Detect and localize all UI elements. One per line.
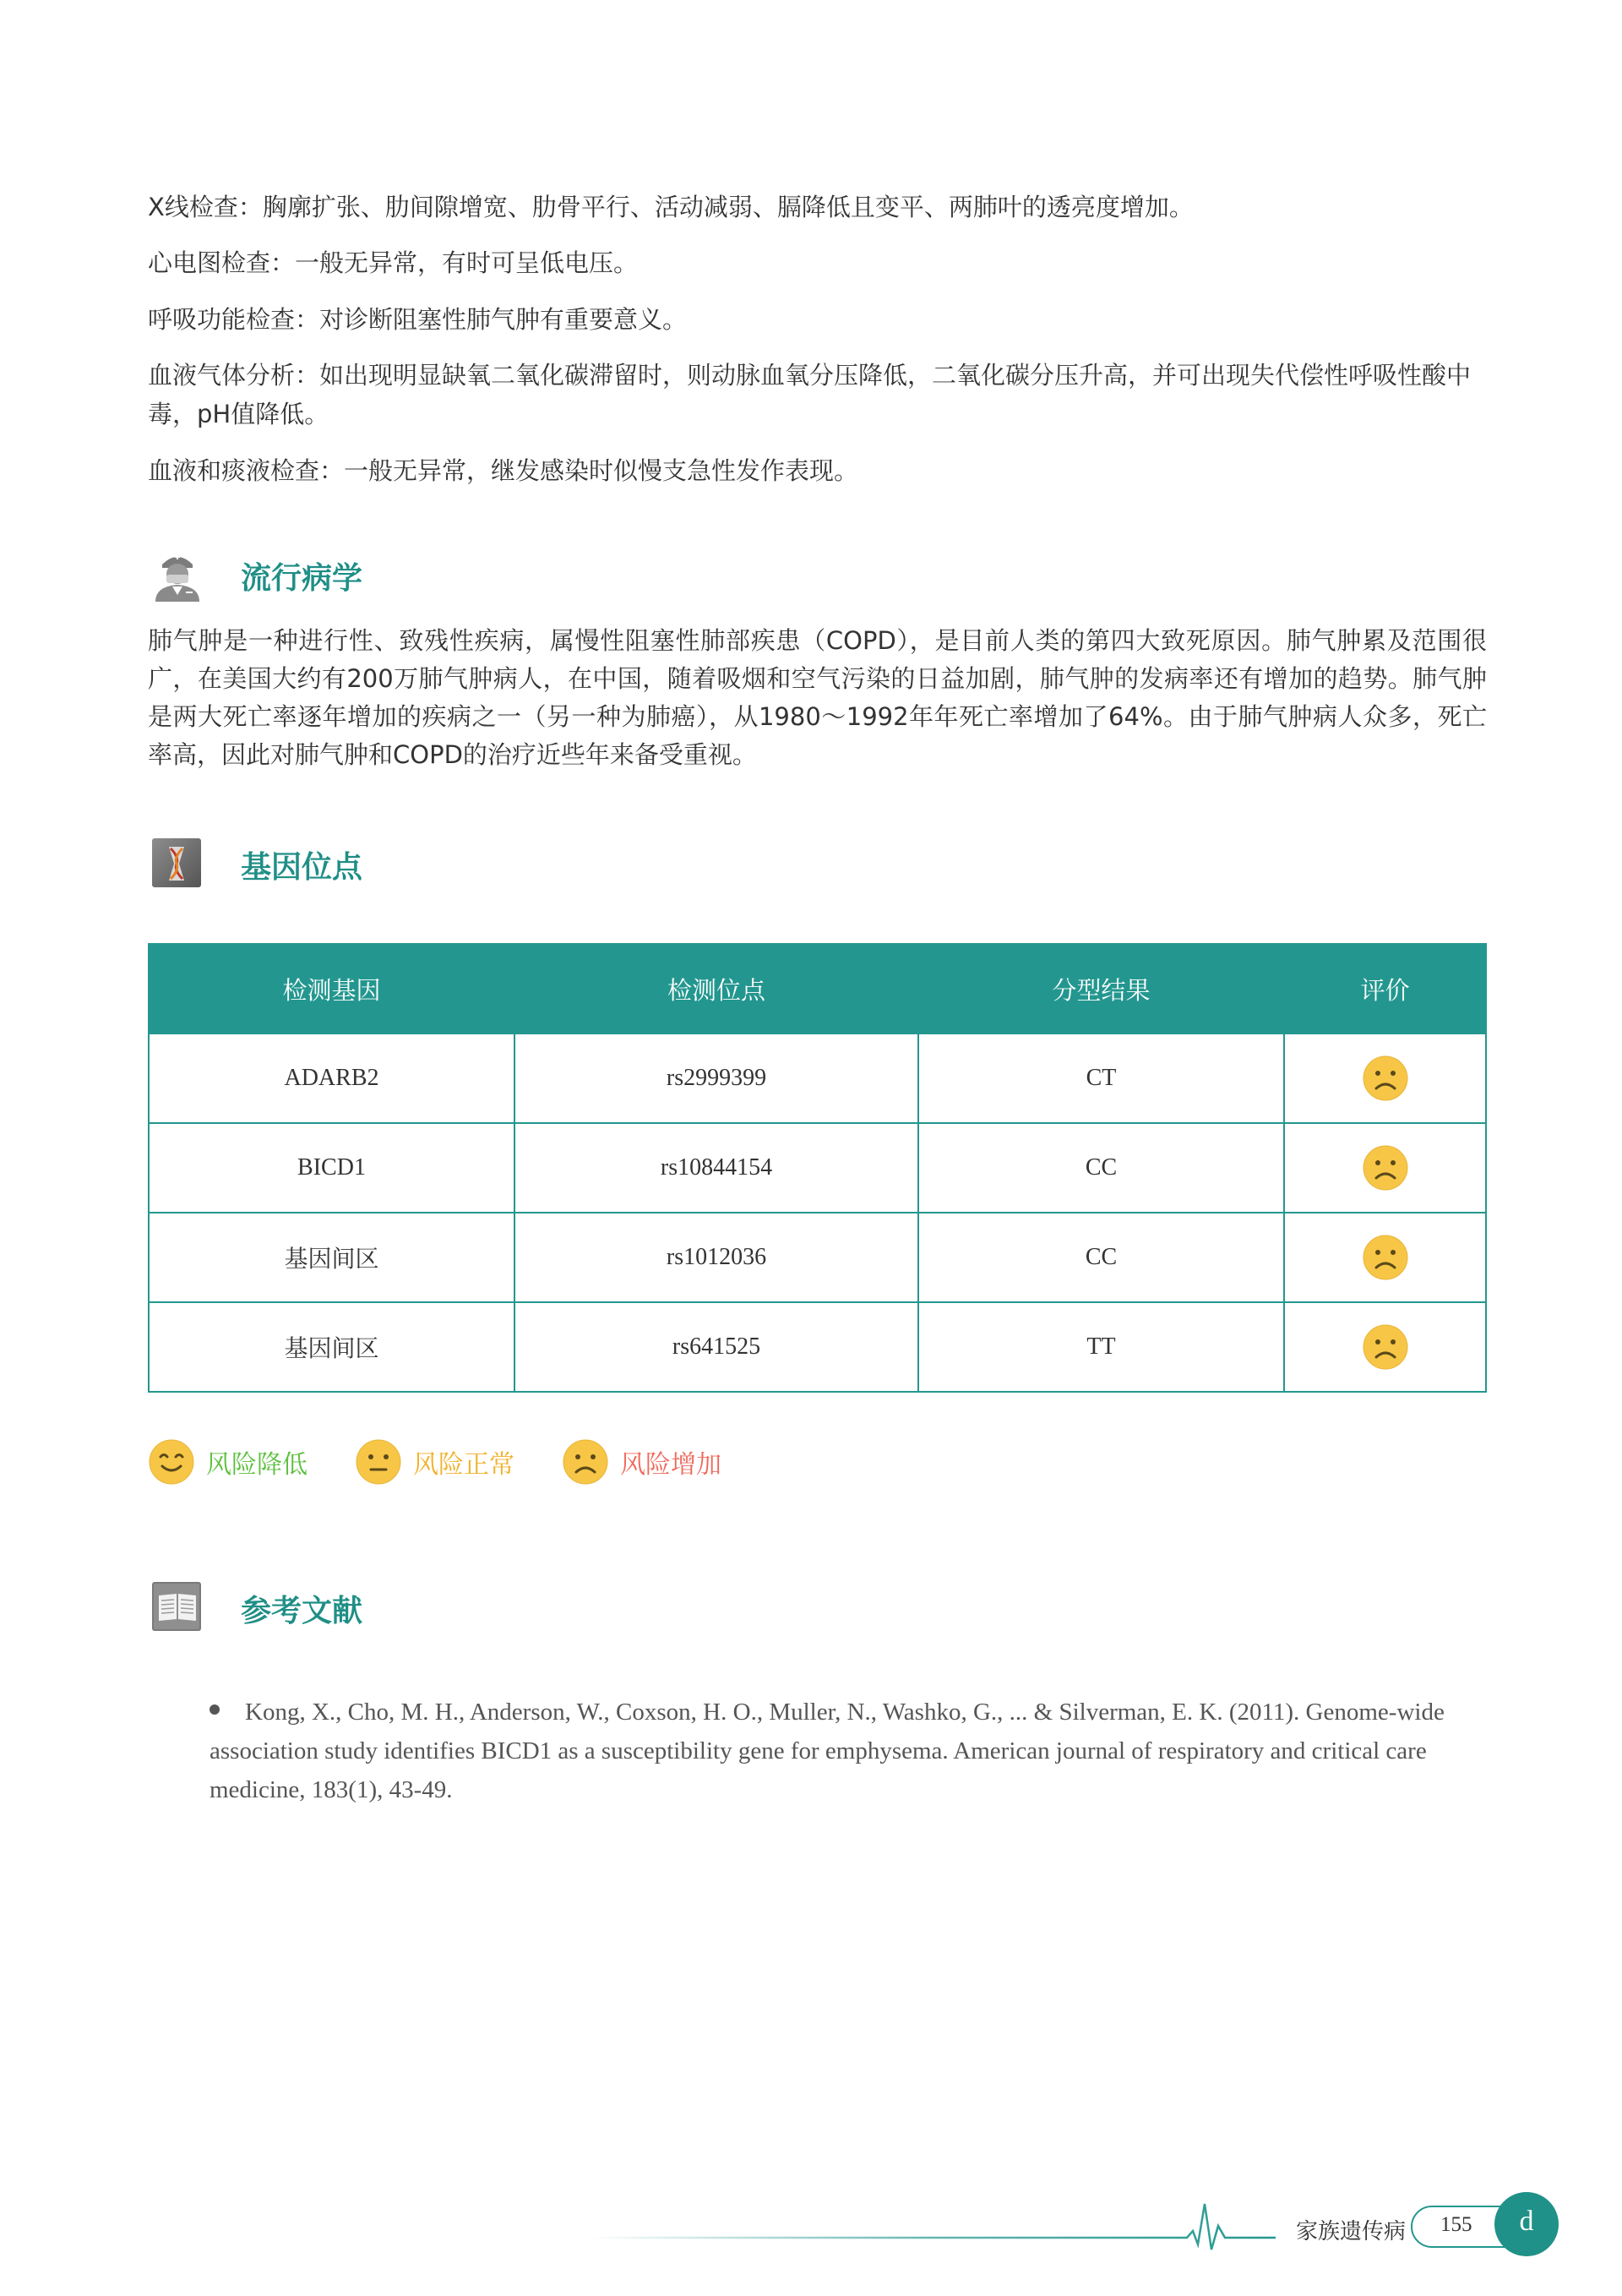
header-rating: 评价 xyxy=(1284,944,1486,1033)
genotype-cell: CT xyxy=(918,1033,1284,1123)
section-title: 参考文献 xyxy=(241,1594,363,1628)
site-cell: rs10844154 xyxy=(514,1123,918,1213)
exam-blood-gas: 血液气体分析：如出现明显缺氧二氧化碳滞留时，则动脉血氧分压降低，二氧化碳分压升高，并可出现失代偿性呼吸性酸中毒，pH值降低。 xyxy=(148,361,1472,428)
rating-cell xyxy=(1284,1213,1486,1302)
doctor-icon xyxy=(150,548,204,602)
exam-respiratory: 呼吸功能检查：对诊断阻塞性肺气肿有重要意义。 xyxy=(148,305,688,334)
reference-item xyxy=(210,1693,1510,1809)
book-icon xyxy=(150,1580,204,1634)
rating-cell xyxy=(1284,1302,1486,1392)
bullet-icon xyxy=(210,1704,220,1715)
site-cell: rs1012036 xyxy=(514,1213,918,1302)
sad-face-icon xyxy=(1362,1323,1409,1371)
legend-label: 风险降低 xyxy=(206,1450,308,1480)
table-row xyxy=(149,1302,1486,1392)
genotype-cell: CC xyxy=(918,1213,1284,1302)
exam-xray: X线检查：胸廓扩张、肋间隙增宽、肋骨平行、活动减弱、膈降低且变平、两肺叶的透亮度增加。 xyxy=(148,193,1194,221)
exam-blood-sputum: 血液和痰液检查：一般无异常，继发感染时似慢支急性发作表现。 xyxy=(148,456,859,485)
gene-table-header xyxy=(149,944,1486,1033)
epidemiology-body: 肺气肿是一种进行性、致残性疾病，属慢性阻塞性肺部疾患（COPD），是目前人类的第四大致死原因。肺气肿累及范围很广，在美国大约有200万肺气肿病人，在中国，随着吸烟和空气污染的日益加剧，肺气肿的发病率还有增加的趋势。肺气肿是两大死亡率逐年增加的疾病之一（另一种为肺癌），从1980～1992年年死亡率增加了64%。由于肺气肿病人众多，死亡率高，因此对肺气肿和COPD的治疗近些年来备受重视。 xyxy=(148,626,1487,769)
table-row xyxy=(149,1213,1486,1302)
table-row xyxy=(149,1033,1486,1123)
dna-hourglass-icon xyxy=(150,837,204,891)
sad-face-icon xyxy=(1362,1055,1409,1102)
header-gene: 检测基因 xyxy=(149,944,514,1033)
reference-text: Kong, X., Cho, M. H., Anderson, W., Coxson, H. O., Muller, N., Washko, G., ... & Silverman, E. K. (2011). Genome-wide association study identifies BICD1 as a susceptibility gene for emphysema. American journal of respiratory and critical care medicine, 183(1), 43-49. xyxy=(210,1699,1445,1803)
site-cell: rs641525 xyxy=(514,1302,918,1392)
header-genotype: 分型结果 xyxy=(918,944,1284,1033)
gene-cell: 基因间区 xyxy=(149,1302,514,1392)
sad-face-icon xyxy=(562,1438,609,1486)
table-row xyxy=(149,1123,1486,1213)
sad-face-icon xyxy=(1362,1234,1409,1281)
neutral-face-icon xyxy=(355,1438,402,1486)
genotype-cell: CC xyxy=(918,1123,1284,1213)
header-site: 检测位点 xyxy=(514,944,918,1033)
exam-ecg: 心电图检查：一般无异常，有时可呈低电压。 xyxy=(148,248,639,277)
smile-face-icon xyxy=(148,1438,195,1486)
gene-cell: ADARB2 xyxy=(149,1033,514,1123)
page-number: 155 xyxy=(1440,2213,1472,2236)
section-title: 流行病学 xyxy=(241,561,363,596)
section-title: 基因位点 xyxy=(241,850,363,885)
rating-cell xyxy=(1284,1033,1486,1123)
genotype-cell: TT xyxy=(918,1302,1284,1392)
site-cell: rs2999399 xyxy=(514,1033,918,1123)
legend-label: 风险增加 xyxy=(620,1450,721,1480)
footer-title: 家族遗传病 xyxy=(1296,2219,1407,2244)
page-badge: d xyxy=(1494,2192,1559,2256)
gene-cell: 基因间区 xyxy=(149,1213,514,1302)
gene-table xyxy=(148,943,1487,1393)
gene-cell: BICD1 xyxy=(149,1123,514,1213)
rating-cell xyxy=(1284,1123,1486,1213)
legend-label: 风险正常 xyxy=(413,1450,514,1480)
sad-face-icon xyxy=(1362,1144,1409,1192)
